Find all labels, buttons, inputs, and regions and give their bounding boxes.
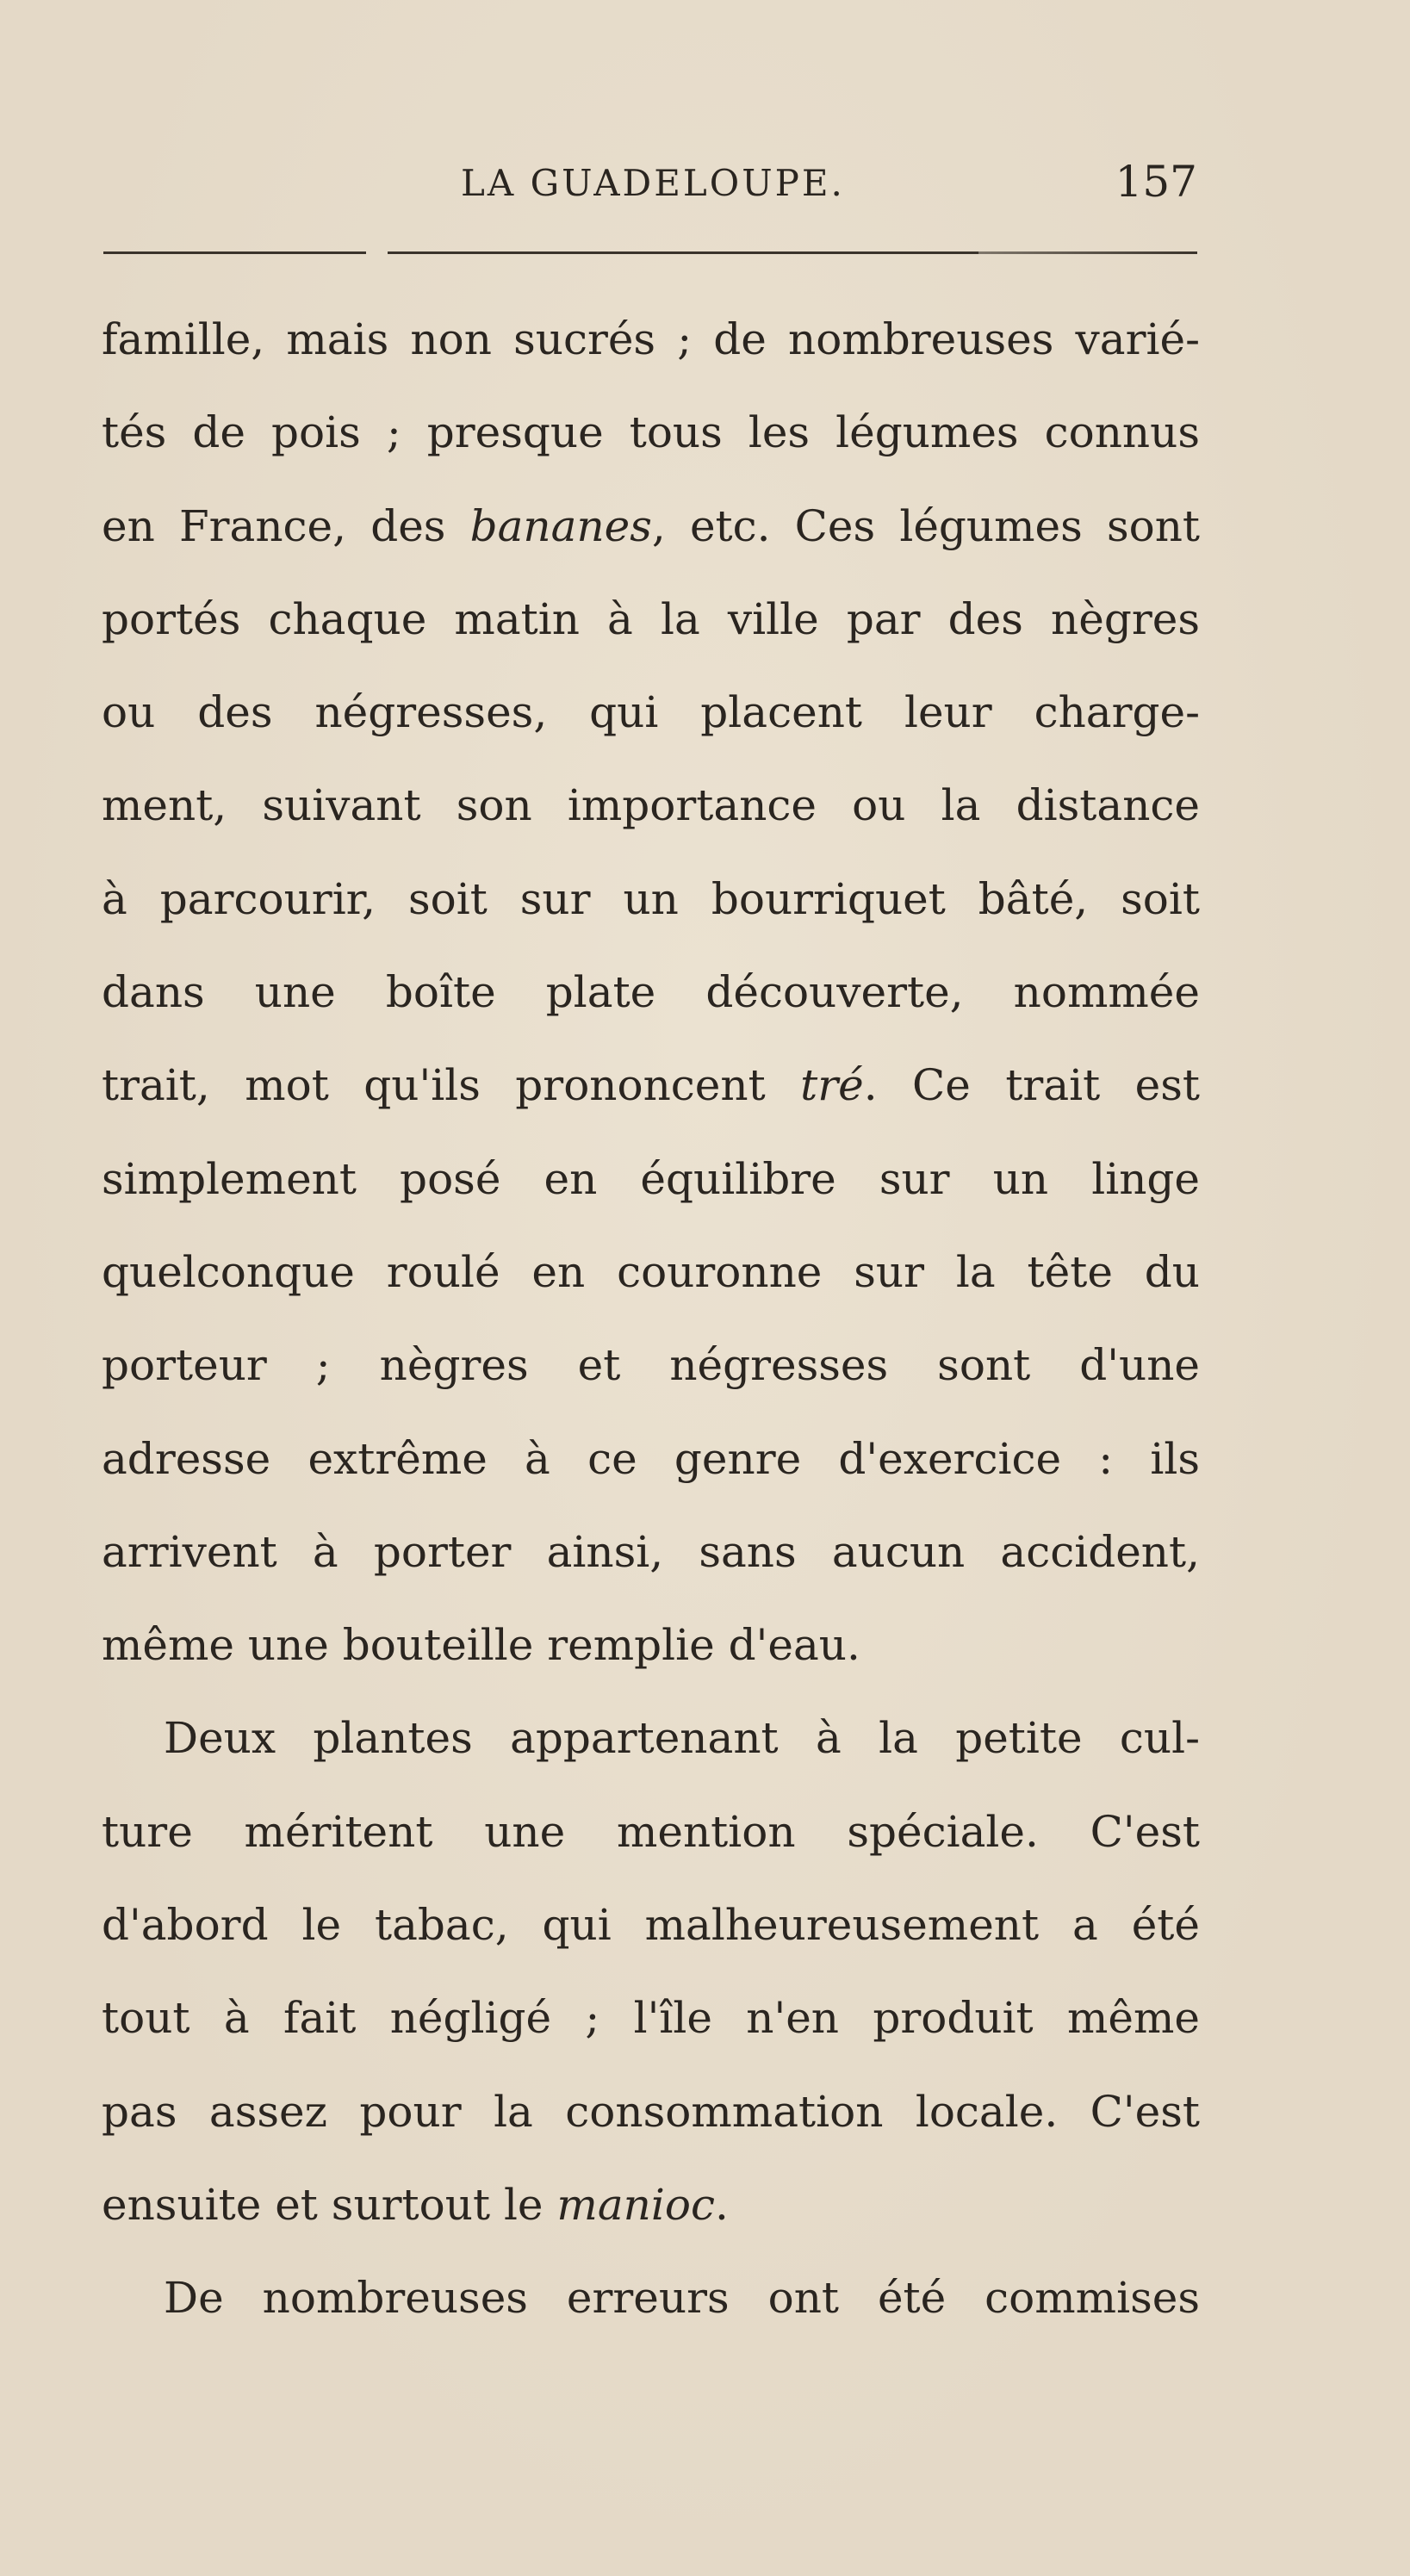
text-line: simplement posé en équilibre sur un linge xyxy=(102,1153,1200,1204)
running-head xyxy=(103,157,1197,214)
text-line xyxy=(102,1039,1200,1132)
text-line: pas assez pour la consommation locale. C'est xyxy=(102,2086,1200,2137)
text-line: Deux plantes appartenant à la petite cul- xyxy=(164,1713,1200,1764)
italic-word: manioc xyxy=(556,2179,715,2230)
text-line xyxy=(102,2158,1200,2251)
header-rule xyxy=(103,251,1197,254)
text-line: d'abord le tabac, qui malheureusement a été xyxy=(102,1900,1200,1951)
text-line: tout à fait négligé ; l'île n'en produit même xyxy=(102,1993,1200,2044)
text-segment: . xyxy=(714,2179,729,2230)
text-line: adresse extrême à ce genre d'exercice : ils xyxy=(102,1433,1200,1484)
text-line: ou des négresses, qui placent leur charge- xyxy=(102,687,1200,738)
text-line: tés de pois ; presque tous les légumes connus xyxy=(102,407,1200,458)
text-segment: trait, mot qu'ils prononcent xyxy=(102,1060,801,1111)
italic-word: tré xyxy=(800,1060,864,1111)
text-line: arrivent à porter ainsi, sans aucun accident, xyxy=(102,1526,1200,1577)
text-segment: ensuite et surtout le xyxy=(102,2179,557,2230)
text-line: même une bouteille remplie d'eau. xyxy=(102,1620,860,1671)
text-line: famille, mais non sucrés ; de nombreuses varié- xyxy=(102,314,1200,364)
running-title: LA GUADELOUPE. xyxy=(461,162,845,204)
text-segment: en France, des xyxy=(102,500,470,551)
text-line: à parcourir, soit sur un bourriquet bâté, soit xyxy=(102,873,1200,924)
text-line: ture méritent une mention spéciale. C'est xyxy=(102,1806,1200,1857)
text-line: ment, suivant son importance ou la distance xyxy=(102,780,1200,831)
text-line: quelconque roulé en couronne sur la tête du xyxy=(102,1246,1200,1297)
text-line: porteur ; nègres et négresses sont d'une xyxy=(102,1340,1200,1391)
text-segment: , etc. Ces légumes sont xyxy=(651,500,1200,551)
text-line xyxy=(102,480,1200,573)
body-text xyxy=(102,293,1200,2345)
text-segment: . Ce trait est xyxy=(863,1060,1200,1111)
text-line: portés chaque matin à la ville par des nègres xyxy=(102,593,1200,644)
page-number: 157 xyxy=(1115,157,1197,207)
italic-word: bananes xyxy=(469,500,652,551)
text-line: De nombreuses erreurs ont été commises xyxy=(164,2273,1200,2324)
text-line: dans une boîte plate découverte, nommée xyxy=(102,967,1200,1018)
